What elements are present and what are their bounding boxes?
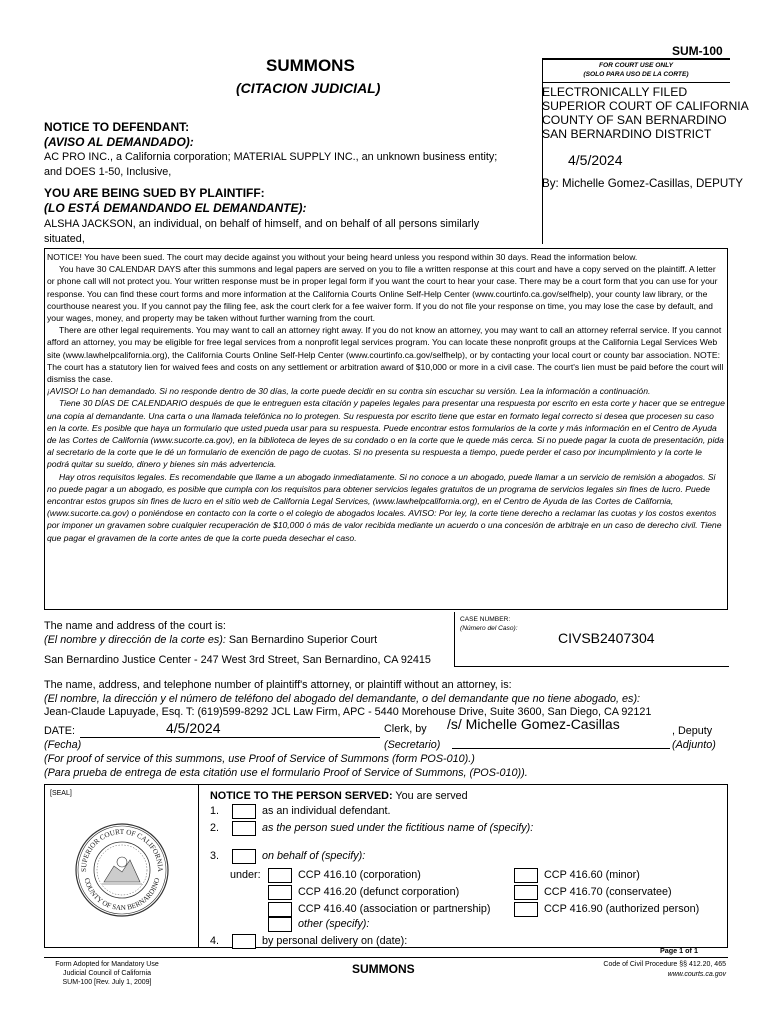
date-label-es: (Fecha) [44,739,82,751]
footer-left [44,960,170,987]
footer-title: SUMMONS [352,962,415,976]
court-label-es: (El nombre y dirección de la corte es): [44,634,226,646]
court-name-line [44,634,377,646]
ccp-416-90-label: CCP 416.90 (authorized person) [544,903,700,915]
attorney-info: Jean-Claude Lapuyade, Esq. T: (619)599-8292 JCL Law Firm, APC - 5440 Morehouse Drive, Suite 3600, San Diego, CA 92121 [44,706,652,718]
defendant-names: AC PRO INC., a California corporation; MATERIAL SUPPLY INC., an unknown business entity; [44,151,498,163]
ccp-416-60-label: CCP 416.60 (minor) [544,869,640,881]
date-line [80,737,380,738]
deputy-label-es: (Adjunto) [672,739,716,751]
footer-left-1: Form Adopted for Mandatory Use [55,961,159,968]
plaintiff-names-2: situated, [44,233,85,245]
notice-p1: NOTICE! You have been sued. The court may decide against you without your being heard unless you respond within 30 days. Read the information below. [47,252,638,262]
served-checkbox-1[interactable] [232,804,256,819]
court-seal-graphic [74,822,170,918]
issue-date: 4/5/2024 [166,720,221,736]
notice-p5: Tiene 30 DÍAS DE CALENDARIO después de que le entreguen esta citación y papeles legales para presentar una respuesta por escrito en esta corte y hacer que se entregue una copia al demandante. Una carta o una llamada telefónica no lo protegen. Su respuesta por escrito tiene que estar en formato legal correcto si desea que procesen su caso en la corte. Es posible que haya un formulario que usted pueda usar para su respuesta. Puede encontrar estos formularios de la corte y más información en el Centro de Ayuda de las Cortes de California (www.sucorte.ca.gov), en la biblioteca de leyes de su condado o en la corte que le quede más cerca. Si no puede pagar la cuota de presentación, pida al secretario de la corte que le dé un formulario de exención de pago de cuotas. Si no presenta su respuesta a tiempo, puede perder el caso por incumplimiento y la corte le podrá quitar su sueldo, dinero y bienes sin más advertencia. [47,398,725,470]
served-item-1: as an individual defendant. [262,805,391,817]
defendant-names-2: and DOES 1-50, Inclusive, [44,166,172,178]
court-use-label: FOR COURT USE ONLY [598,62,674,69]
served-num-4: 4. [210,935,220,947]
filed-by: By: Michelle Gomez-Casillas, DEPUTY [542,177,744,190]
notice-box [44,248,728,610]
ccp-416-90-checkbox[interactable] [514,902,538,917]
case-number-label: CASE NUMBER: [460,616,511,623]
footer-right-2[interactable]: www.courts.ca.gov [667,971,726,978]
seal-divider [198,784,199,948]
ccp-416-20-label: CCP 416.20 (defunct corporation) [298,886,460,898]
filed-stamp [542,85,749,141]
filed-date: 4/5/2024 [568,152,623,168]
ccp-416-10-checkbox[interactable] [268,868,292,883]
served-num-3: 3. [210,850,220,862]
other-checkbox[interactable] [268,917,292,932]
served-checkbox-4[interactable] [232,934,256,949]
footer-left-3: SUM-100 [Rev. July 1, 2009] [62,979,152,986]
seal-label: [SEAL] [50,790,72,797]
court-seal [74,822,170,918]
court-label: The name and address of the court is: [44,620,226,632]
ccp-416-20-checkbox[interactable] [268,885,292,900]
other-label: other (specify): [298,918,370,930]
served-num-1: 1. [210,805,220,817]
ccp-416-70-label: CCP 416.70 (conservatee) [544,886,672,898]
stamp-line: SUPERIOR COURT OF CALIFORNIA [542,99,749,113]
clerk-label: Clerk, by [384,723,427,735]
clerk-line [452,748,670,749]
date-label: DATE: [44,725,75,737]
deputy-label: , Deputy [672,725,713,737]
ccp-416-40-label: CCP 416.40 (association or partnership) [298,903,491,915]
ccp-416-60-checkbox[interactable] [514,868,538,883]
page-title: SUMMONS [266,56,355,75]
footer-rule [44,957,728,958]
served-checkbox-3[interactable] [232,849,256,864]
served-item-2: as the person sued under the fictitious name of (specify): [262,822,534,834]
attorney-label: The name, address, and telephone number of plaintiff's attorney, or plaintiff without an attorney, is: [44,679,512,691]
svg-text:COUNTY OF SAN BERNARDINO: COUNTY OF SAN BERNARDINO [82,877,162,913]
footer-left-2: Judicial Council of California [63,970,151,977]
attorney-label-es: (El nombre, la dirección y el número de teléfono del abogado del demandante, o del demandante que no tiene abogado, es): [44,693,641,705]
stamp-line: SAN BERNARDINO DISTRICT [542,127,712,141]
clerk-signature: /s/ Michelle Gomez-Casillas [447,716,620,732]
stamp-line: COUNTY OF SAN BERNARDINO [542,113,727,127]
ccp-416-10-label: CCP 416.10 (corporation) [298,869,421,881]
served-checkbox-2[interactable] [232,821,256,836]
defendant-heading-es: (AVISO AL DEMANDADO): [44,135,194,149]
notice-p2: You have 30 CALENDAR DAYS after this summons and legal papers are served on you to file a written response at this court and have a copy served on the plaintiff. A letter or phone call will not protect you. Your written response must be in proper legal form if you want the court to hear your case. There may be a court form that you can use for your response. You can find these court forms and more information at the California Courts Online Self-Help Center (www.courtinfo.ca.gov/selfhelp), your county law library, or the courthouse nearest you. If you cannot pay the filing fee, ask the court clerk for a fee waiver form. If you do not file your response on time, you may lose the case by default, and your wages, money, and property may be taken without further warning from the court. [47,264,718,324]
page-subtitle: (CITACION JUDICIAL) [236,80,381,96]
defendant-heading: NOTICE TO DEFENDANT: [44,120,190,134]
footer-right-1: Code of Civil Procedure §§ 412.20, 465 [603,961,726,968]
notice-p4: ¡AVISO! Lo han demandado. Si no responde dentro de 30 días, la corte puede decidir en su contra sin escuchar su versión. Lea la información a continuación. [47,386,651,397]
served-heading-bold: NOTICE TO THE PERSON SERVED: [210,790,393,802]
svg-text:SUPERIOR COURT OF CALIFORNIA: SUPERIOR COURT OF CALIFORNIA [79,828,165,873]
court-name: San Bernardino Superior Court [228,634,378,646]
case-number-label-es: (Número del Caso): [460,625,518,632]
served-heading [210,790,468,802]
notice-p3: There are other legal requirements. You may want to call an attorney right away. If you do not know an attorney, you may want to call an attorney referral service. If you cannot afford an attorney, you may be eligible for free legal services from a nonprofit legal services program. You can locate these nonprofit groups at the California Legal Services Web site (www.lawhelpcalifornia.org), the California Courts Online Self-Help Center (www.courtinfo.ca.gov/selfhelp), or by contacting your local court or county bar association. NOTE: The court has a statutory lien for waived fees and costs on any settlement or arbitration award of $10,000 or more in a civil case. The court's lien must be paid before the court will dismiss the case. [47,325,724,385]
plaintiff-heading-es: (LO ESTÁ DEMANDANDO EL DEMANDANTE): [44,201,307,215]
court-use-rule [542,82,730,83]
plaintiff-heading: YOU ARE BEING SUED BY PLAINTIFF: [44,186,265,200]
served-num-2: 2. [210,822,220,834]
form-id: SUM-100 [672,44,723,58]
case-number: CIVSB2407304 [558,630,655,646]
court-address: San Bernardino Justice Center - 247 West 3rd Street, San Bernardino, CA 92415 [44,654,431,666]
proof-line: (For proof of service of this summons, use Proof of Service of Summons (form POS-010).) [44,753,475,765]
court-use-label-es: (SOLO PARA USO DE LA CORTE) [583,71,689,78]
plaintiff-names: ALSHA JACKSON, an individual, on behalf of himself, and on behalf of all persons similarly [44,218,480,230]
served-item-4: by personal delivery on (date): [262,935,408,947]
proof-line-es: (Para prueba de entrega de esta citatión use el formulario Proof of Service of Summons, (POS-010)). [44,767,528,779]
ccp-416-70-checkbox[interactable] [514,885,538,900]
ccp-416-40-checkbox[interactable] [268,902,292,917]
served-heading-rest: You are served [392,790,468,802]
under-label: under: [230,869,261,881]
notice-p6: Hay otros requisitos legales. Es recomendable que llame a un abogado inmediatamente. Si no conoce a un abogado, puede llamar a un servicio de remisión a abogados. Si no puede pagar a un abogado, es posible que cumpla con los requisitos para obtener servicios legales gratuitos de un programa de servicios legales sin fines de lucro. Puede encontrar estos grupos sin fines de lucro en el sitio web de California Legal Services, (www.lawhelpcalifornia.org), en el Centro de Ayuda de las Cortes de California, (www.sucorte.ca.gov) o poniéndose en contacto con la corte o el colegio de abogados locales. AVISO: Por ley, la corte tiene derecho a reclamar las cuotas y los costos exentos por imponer un gravamen sobre cualquier recuperación de $10,000 ó más de valor recibida mediante un acuerdo o una concesión de arbitraje en un caso de derecho civil. Tiene que pagar el gravamen de la corte antes de que la corte pueda desechar el caso. [47,471,722,543]
footer-right [603,960,726,980]
served-item-3: on behalf of (specify): [262,850,366,862]
clerk-label-es: (Secretario) [384,739,441,751]
page-number: Page 1 of 1 [660,946,698,955]
stamp-line: ELECTRONICALLY FILED [542,85,688,99]
